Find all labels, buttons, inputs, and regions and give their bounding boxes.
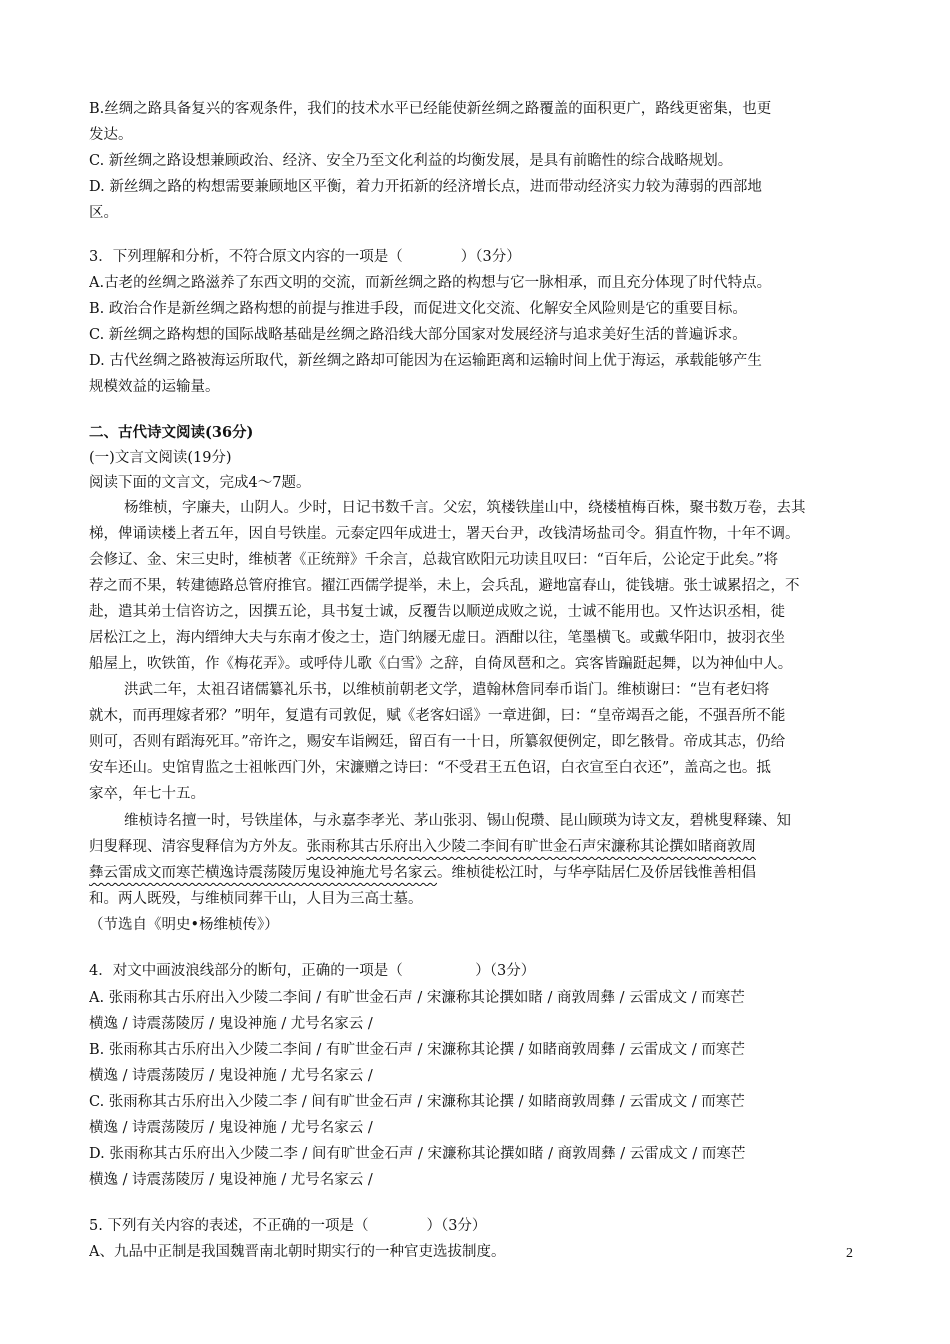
passage-p3-line1: 维桢诗名擅一时，号铁崖体，与永嘉李孝光、茅山张羽、锡山倪瓒、昆山顾瑛为诗文友，碧桃叟释臻、知	[124, 813, 791, 829]
passage-p2-line: 家卒，年七十五。	[89, 786, 205, 802]
q4-option-a-line2: 横逸 / 诗震荡陵厉 / 鬼设神施 / 尤号名家云 /	[89, 1016, 373, 1032]
q3-option-a: A.古老的丝绸之路滋养了东西文明的交流，而新丝绸之路的构想与它一脉相承，而且充分体现了时代特点。	[89, 275, 772, 291]
q4-option-c-line2: 横逸 / 诗震荡陵厉 / 鬼设神施 / 尤号名家云 /	[89, 1120, 373, 1136]
q5-stem: 5. 下列有关内容的表述，不正确的一项是（ ）（3分）	[89, 1218, 487, 1234]
q2-option-c: C. 新丝绸之路设想兼顾政治、经济、安全乃至文化利益的均衡发展，是具有前瞻性的综合战略规划。	[89, 153, 733, 169]
q3-option-b: B. 政治合作是新丝绸之路构想的前提与推进手段，而促进文化交流、化解安全风险则是它的重要目标。	[89, 301, 747, 317]
passage-p1-line: 杨维桢，字廉夫，山阴人。少时，日记书数千言。父宏，筑楼铁崖山中，绕楼植梅百株，聚书数万卷，去其	[124, 500, 806, 516]
passage-p1-line: 会修辽、金、宋三史时，维桢著《正统辩》千余言，总裁官欧阳元功读且叹曰：“百年后，公论定于此矣。”将	[89, 552, 779, 568]
q4-option-d-line2: 横逸 / 诗震荡陵厉 / 鬼设神施 / 尤号名家云 /	[89, 1172, 373, 1188]
q3-option-c: C. 新丝绸之路构想的国际战略基础是丝绸之路沿线大部分国家对发展经济与追求美好生活的普遍诉求。	[89, 327, 747, 343]
passage-p2-line: 安车还山。史馆胄监之士祖帐西门外，宋濂赠之诗曰：“不受君王五色诏，白衣宣至白衣还”，盖高之也。抵	[89, 760, 771, 776]
q2-option-d-line2: 区。	[89, 205, 118, 221]
q4-option-d-line1: D. 张雨称其古乐府出入少陵二李 / 间有旷世金石声 / 宋濂称其论撰如睹 / 商敦周彝 / 云雷成文 / 而寒芒	[89, 1146, 746, 1162]
q4-stem: 4．对文中画波浪线部分的断句，正确的一项是（ ）（3分）	[89, 963, 536, 979]
q2-option-b-line1: B.丝绸之路具备复兴的客观条件，我们的技术水平已经能使新丝绸之路覆盖的面积更广，路线更密集，也更	[89, 101, 772, 117]
q3-option-d-line2: 规模效益的运输量。	[89, 379, 220, 395]
q4-option-a-line1: A. 张雨称其古乐府出入少陵二李间 / 有旷世金石声 / 宋濂称其论撰如睹 / 商敦周彝 / 云雷成文 / 而寒芒	[89, 990, 745, 1006]
section-heading: 二、古代诗文阅读(36分)	[89, 424, 254, 441]
passage-p3-line3	[89, 860, 879, 886]
passage-p3-line3-rest: 。维桢徙松江时，与华亭陆居仁及侨居钱惟善相倡	[437, 865, 756, 881]
q4-option-b-line1: B. 张雨称其古乐府出入少陵二李间 / 有旷世金石声 / 宋濂称其论撰 / 如睹商敦周彝 / 云雷成文 / 而寒芒	[89, 1042, 745, 1058]
passage-p3-line2	[89, 834, 879, 860]
page-number: 2	[846, 1246, 853, 1261]
wavy-underlined-text: 彝云雷成文而寒芒横逸诗震荡陵厉鬼设神施尤号名家云	[89, 865, 437, 881]
passage-p3-line4: 和。两人既殁，与维桢同葬干山，人目为三高士墓。	[89, 891, 423, 907]
q5-option-a: A、九品中正制是我国魏晋南北朝时期实行的一种官吏选拔制度。	[89, 1244, 506, 1260]
passage-p1-line: 居松江之上，海内缙绅大夫与东南才俊之士，造门纳屦无虚日。酒酣以往，笔墨横飞。或戴华阳巾，披羽衣坐	[89, 630, 785, 646]
q4-option-b-line2: 横逸 / 诗震荡陵厉 / 鬼设神施 / 尤号名家云 /	[89, 1068, 373, 1084]
passage-p1-line: 船屋上，吹铁笛，作《梅花弄》。或呼侍儿歌《白雪》之辞，自倚凤琶和之。宾客皆蹁跹起舞，以为神仙中人。	[89, 656, 793, 672]
passage-p1-line: 梯，俾诵读楼上者五年，因自号铁崖。元泰定四年成进士，署天台尹，改钱清场盐司令。狷直忤物，十年不调。	[89, 526, 800, 542]
passage-p2-line: 洪武二年，太祖召诸儒纂礼乐书，以维桢前朝老文学，遣翰林詹同奉币诣门。维桢谢曰：“岂有老妇将	[124, 682, 770, 698]
passage-p1-line: 赴，遣其弟士信咨访之，因撰五论，具书复士诚，反覆告以顺逆成败之说，士诚不能用也。又忤达识丞相，徙	[89, 604, 785, 620]
passage-source: （节选自《明史•杨维桢传》）	[89, 917, 279, 933]
passage-p1-line: 荐之而不果，转建德路总管府推官。擢江西儒学提举，未上，会兵乱，避地富春山，徙钱塘。张士诚累招之，不	[89, 578, 800, 594]
wavy-underlined-text: 张雨称其古乐府出入少陵二李间有旷世金石声宋濂称其论撰如睹商敦周	[306, 839, 756, 855]
q3-option-d-line1: D. 古代丝绸之路被海运所取代，新丝绸之路却可能因为在运输距离和运输时间上优于海运，承载能够产生	[89, 353, 762, 369]
section-sub-heading: (一)文言文阅读(19分)	[89, 450, 232, 466]
q2-option-d-line1: D. 新丝绸之路的构想需要兼顾地区平衡，着力开拓新的经济增长点，进而带动经济实力较为薄弱的西部地	[89, 179, 762, 195]
q2-option-b-line2: 发达。	[89, 127, 133, 143]
reading-instruction: 阅读下面的文言文，完成4～7题。	[89, 475, 311, 491]
passage-p2-line: 则可，否则有蹈海死耳。”帝许之，赐安车诣阙廷，留百有一十日，所纂叙便例定，即乞骸骨。帝成其志，仍给	[89, 734, 786, 750]
q3-stem: 3．下列理解和分析，不符合原文内容的一项是（ ）（3分）	[89, 249, 521, 265]
q4-option-c-line1: C. 张雨称其古乐府出入少陵二李 / 间有旷世金石声 / 宋濂称其论撰 / 如睹商敦周彝 / 云雷成文 / 而寒芒	[89, 1094, 745, 1110]
passage-p2-line: 就木，而再理嫁者邪？”明年，复遣有司敦促，赋《老客妇谣》一章进御，曰：“皇帝竭吾之能，不强吾所不能	[89, 708, 786, 724]
passage-p3-line2-text: 归叟释现、清容叟释信为方外友。	[89, 839, 307, 855]
